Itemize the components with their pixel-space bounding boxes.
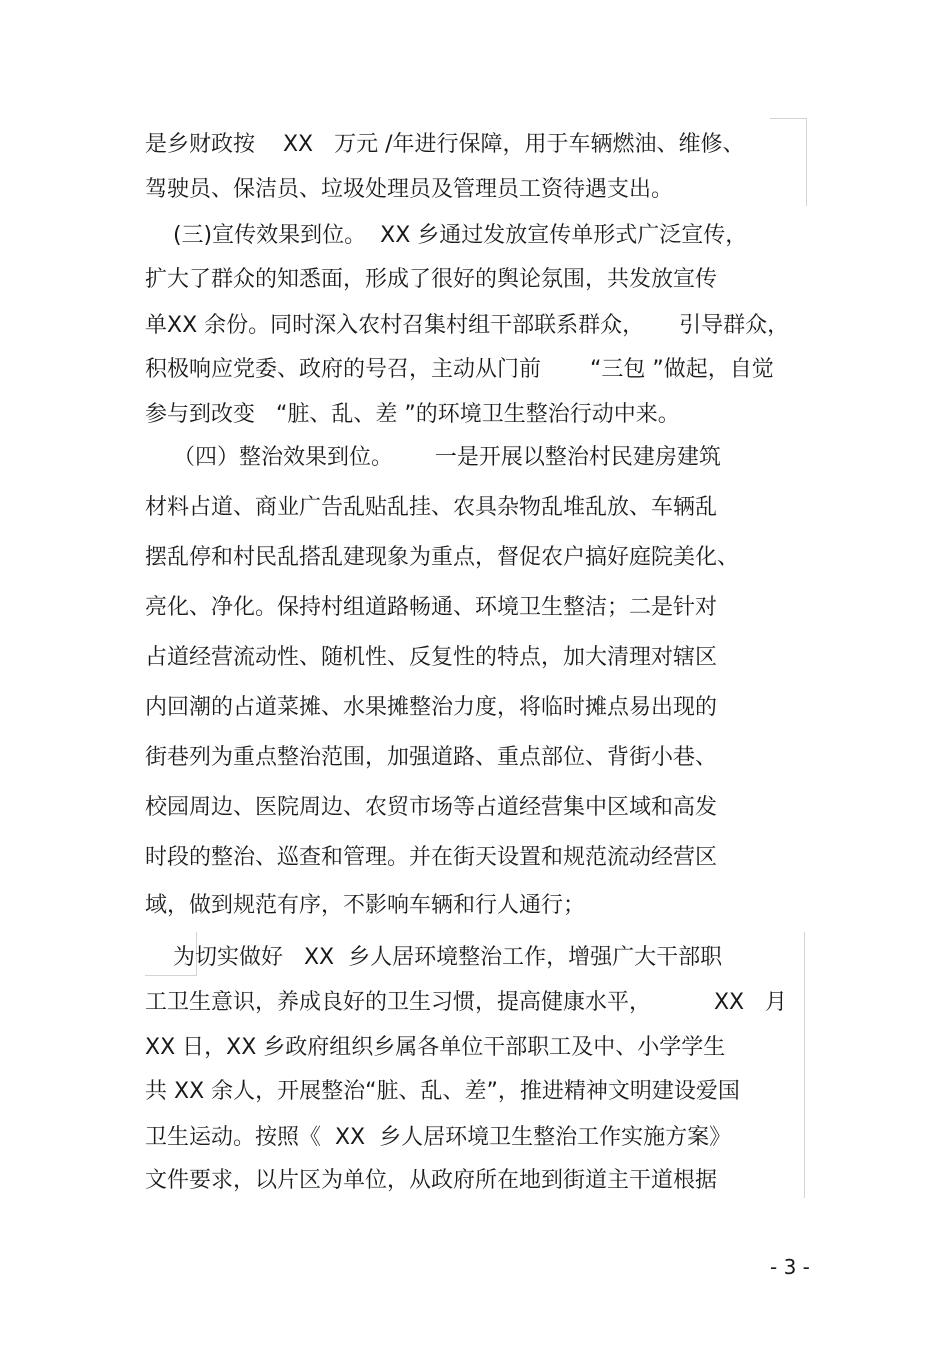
text-line: XX 日，XX 乡政府组织乡属各单位干部职工及中、小学学生: [145, 1035, 726, 1060]
text-line: 为切实做好 XX 乡人居环境整治工作，增强广大干部职: [145, 945, 723, 970]
text-line: 亮化、净化。保持村组道路畅通、环境卫生整洁；二是针对: [145, 595, 718, 620]
text-line: 卫生运动。按照《 XX 乡人居环境卫生整治工作实施方案》: [145, 1125, 732, 1150]
text-line: 文件要求，以片区为单位，从政府所在地到街道主干道根据: [145, 1168, 718, 1193]
text-line: 街巷列为重点整治范围，加强道路、重点部位、背街小巷、: [145, 745, 718, 770]
text-line: 占道经营流动性、随机性、反复性的特点，加大清理对辖区: [145, 645, 718, 670]
frame-rule-right-top: [806, 118, 807, 206]
text-line: (三)宣传效果到位。 XX 乡通过发放宣传单形式广泛宣传，: [145, 223, 748, 248]
frame-rule-left-mark-base: [145, 975, 197, 976]
text-line: 时段的整治、巡查和管理。并在街天设置和规范流动经营区: [145, 845, 718, 870]
text-line: 扩大了群众的知悉面，形成了很好的舆论氛围，共发放宣传: [145, 267, 718, 292]
text-line: 驾驶员、保洁员、垃圾处理员及管理员工资待遇支出。: [145, 177, 674, 202]
text-line: （四）整治效果到位。 一是开展以整治村民建房建筑: [145, 445, 721, 470]
frame-rule-top: [770, 118, 807, 119]
text-line: 共 XX 余人，开展整治“脏、乱、差”，推进精神文明建设爱国: [145, 1079, 740, 1104]
text-line: 积极响应党委、政府的号召，主动从门前 “三包 ”做起，自觉: [145, 357, 774, 382]
page-number: - 3 -: [770, 1255, 810, 1279]
text-line: 材料占道、商业广告乱贴乱挂、农具杂物乱堆乱放、车辆乱: [145, 495, 718, 520]
text-line: 单XX 余份。同时深入农村召集村组干部联系群众， 引导群众，: [145, 313, 790, 338]
text-line: 域，做到规范有序，不影响车辆和行人通行；: [145, 893, 586, 918]
text-line: 参与到改变 “脏、乱、差 ”的环境卫生整治行动中来。: [145, 402, 680, 427]
text-line: 摆乱停和村民乱搭乱建现象为重点，督促农户搞好庭院美化、: [145, 545, 740, 570]
text-line: 工卫生意识，养成良好的卫生习惯，提高健康水平， XX 月: [145, 990, 788, 1015]
text-line: 是乡财政按 XX 万元 /年进行保障，用于车辆燃油、维修、: [145, 132, 745, 157]
text-line: 校园周边、医院周边、农贸市场等占道经营集中区域和高发: [145, 795, 718, 820]
text-line: 内回潮的占道菜摊、水果摊整治力度，将临时摊点易出现的: [145, 695, 718, 720]
